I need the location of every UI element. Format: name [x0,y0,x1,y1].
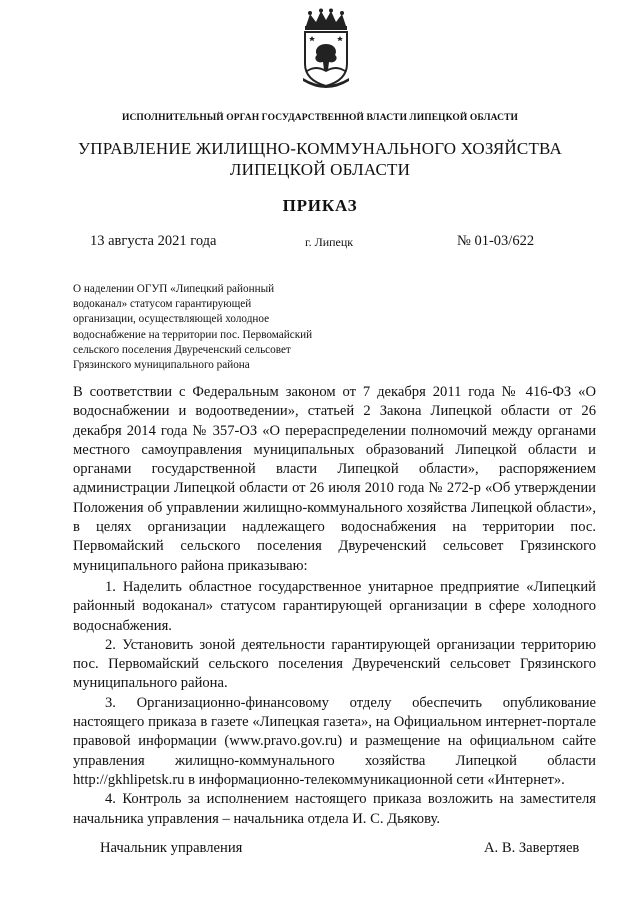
order-item: 2. Установить зоной деятельности гарантирующей организации территорию пос. Первомайский сельского поселения Двуреченский сельсовет Грязинского муниципального района. [73,636,596,692]
order-item: 1. Наделить областное государственное унитарное предприятие «Липецкий районный водоканал» статусом гарантирующей организации в сфере холодного водоснабжения. [73,579,596,634]
preamble-paragraph: В соответствии с Федеральным законом от 7 декабря 2011 года № 416-ФЗ «О водоснабжении и водоотведении», статьей 2 Закона Липецкой области от 26 декабря 2014 года № 357-ОЗ «О перераспределении полномочий между органами местного самоуправления муниципальных образований Липецкой области и органами государственной власти Липецкой области», распоряжением администрации Липецкой области от 26 июля 2010 года № 272-р «Об утверждении Положения об управлении жилищно-коммунального хозяйства Липецкой области», в целях организации надлежащего водоснабжения на территории пос. Первомайский сельского поселения Двуреченский сельсовет Грязинского муниципального района приказываю: [73,384,596,574]
department-name-line2: ЛИПЕЦКОЙ ОБЛАСТИ [229,160,411,179]
order-item: 3. Организационно-финансовому отделу обеспечить опубликование настоящего приказа в газете «Липецкая газета», на Официальном интернет-портале правовой информации (www.pravo.gov.ru) и размещение на официальном сайте управления жилищно-коммунального хозяйства Липецкой области http://gkhlipetsk.ru в информационно-телекоммуникационной сети «Интернет». [73,694,596,788]
order-date: 13 августа 2021 года [90,233,217,249]
subject-line: водоснабжение на территории пос. Первомайский [73,328,313,341]
signatory-name: А. В. Завертяев [484,840,580,856]
lipetsk-coat-of-arms-icon [300,8,352,88]
order-city: г. Липецк [305,235,354,249]
signatory-title: Начальник управления [100,840,243,856]
subject-line: О наделении ОГУП «Липецкий районный [73,283,275,295]
document-type-title: ПРИКАЗ [282,196,358,215]
issuing-authority: ИСПОЛНИТЕЛЬНЫЙ ОРГАН ГОСУДАРСТВЕННОЙ ВЛАСТИ ЛИПЕЦКОЙ ОБЛАСТИ [121,113,519,123]
order-items [73,578,596,829]
subject-line: водоканал» статусом гарантирующей [73,298,252,311]
order-subject [73,282,373,373]
subject-line: организации, осуществляющей холодное [73,313,270,326]
order-number: № 01-03/622 [457,233,535,249]
order-item: 4. Контроль за исполнением настоящего приказа возложить на заместителя начальника управления – начальника отдела И. С. Дьякову. [73,791,596,827]
subject-line: сельского поселения Двуреченский сельсовет [73,343,291,356]
subject-line: Грязинского муниципального района [73,359,250,372]
department-name-line1: УПРАВЛЕНИЕ ЖИЛИЩНО-КОММУНАЛЬНОГО ХОЗЯЙСТВА [78,139,562,158]
department-name [0,138,640,180]
